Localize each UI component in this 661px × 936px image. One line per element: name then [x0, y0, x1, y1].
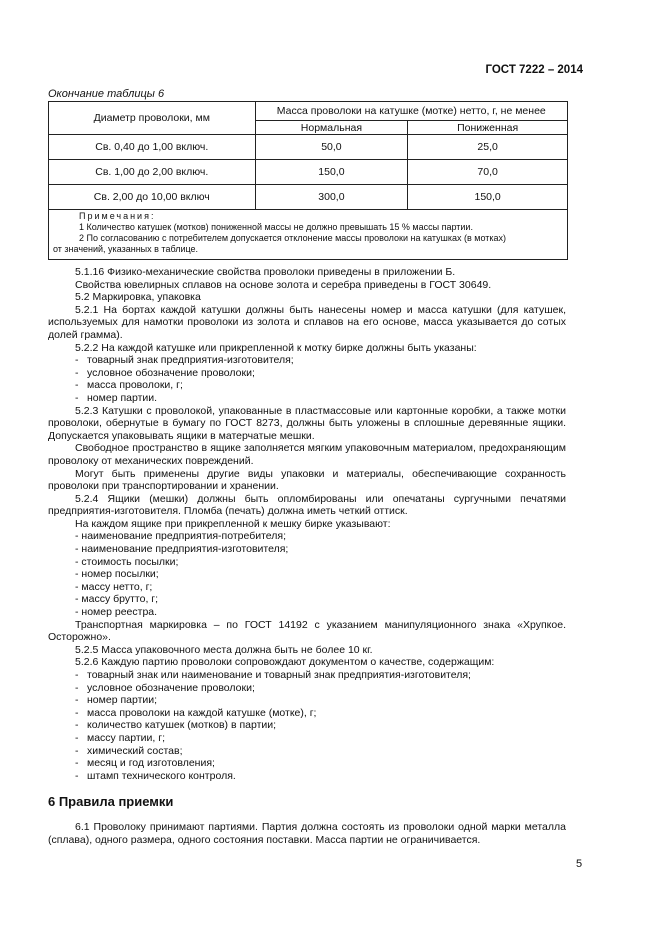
document-number: ГОСТ 7222 – 2014	[485, 64, 583, 76]
list-item: - масса проволоки, г;	[75, 379, 183, 392]
list-item: - масса проволоки на каждой катушке (мотке), г;	[75, 706, 317, 719]
cell-reduced: 70,0	[408, 160, 568, 185]
cell-normal: 300,0	[255, 185, 408, 210]
list-item: - условное обозначение проволоки;	[75, 681, 255, 694]
list-item: - штамп технического контроля.	[75, 769, 236, 782]
paragraph: Свободное пространство в ящике заполняется мягким упаковочным материалом, предохраняющим проволоку от механических повреждений.	[48, 442, 566, 467]
paragraph: 5.2.4 Ящики (мешки) должны быть опломбированы или опечатаны сургучными печатями предприятия-изготовителя. Пломба (печать) должна иметь четкий оттиск.	[48, 492, 566, 518]
list-item: - массу партии, г;	[75, 731, 165, 744]
paragraph: 5.2.3 Катушки с проволокой, упакованные в пластмассовые или картонные коробки, а также мотки проволоки, обернутые в бумагу по ГОСТ 8273, должны быть уложены в сплошные деревянные ящики. Допускается упаковывать ящики в матерчатые мешки.	[48, 404, 566, 442]
list-item: - номер реестра.	[75, 606, 158, 619]
paragraph: 5.2.6 Каждую партию проволоки сопровождают документом о качестве, содержащим:	[75, 656, 495, 669]
section-title: 6 Правила приемки	[48, 794, 174, 810]
column-header-mass: Масса проволоки на катушке (мотке) нетто, г, не менее	[255, 102, 567, 121]
note-2: 2 По согласованию с потребителем допускается отклонение массы проволоки на катушках (в мотках)	[79, 233, 507, 243]
paragraph: 5.2.5 Масса упаковочного места должна быть не более 10 кг.	[75, 643, 373, 656]
column-header-normal: Нормальная	[255, 121, 408, 135]
cell-diameter: Св. 2,00 до 10,00 включ	[49, 185, 256, 210]
paragraph: 5.2.2 На каждой катушке или прикрепленной к мотку бирке должны быть указаны:	[75, 341, 477, 354]
page-number: 5	[576, 858, 583, 870]
table-caption: Окончание таблицы 6	[48, 88, 165, 100]
column-header-diameter: Диаметр проволоки, мм	[49, 102, 256, 135]
table-row	[49, 160, 568, 185]
list-item: - номер партии.	[75, 391, 158, 404]
note-1: 1 Количество катушек (мотков) пониженной массы не должно превышать 15 % массы партии.	[79, 222, 473, 232]
list-item: - товарный знак или наименование и товарный знак предприятия-изготовителя;	[75, 669, 471, 681]
list-item: - номер посылки;	[75, 568, 159, 581]
cell-normal: 50,0	[255, 135, 408, 160]
list-item: - химический состав;	[75, 744, 183, 757]
paragraph: 5.1.16 Физико-механические свойства проволоки приведены в приложении Б.	[75, 266, 456, 278]
list-item: - условное обозначение проволоки;	[75, 366, 255, 379]
paragraph: 6.1 Проволоку принимают партиями. Партия должна состоять из проволоки одной марки металла (сплава), одного размера, одного состояния поставки. Масса партии не ограничивается.	[48, 820, 566, 846]
list-item: - товарный знак предприятия-изготовителя;	[75, 354, 294, 367]
note-2-continued: от значений, указанных в таблице.	[53, 244, 199, 254]
table-row	[49, 135, 568, 160]
cell-normal: 150,0	[255, 160, 408, 185]
list-item: - наименование предприятия-потребителя;	[75, 530, 286, 543]
cell-diameter: Св. 1,00 до 2,00 включ.	[49, 160, 256, 185]
column-header-reduced: Пониженная	[408, 121, 568, 135]
cell-diameter: Св. 0,40 до 1,00 включ.	[49, 135, 256, 160]
list-item: - массу брутто, г;	[75, 593, 159, 606]
table-notes	[49, 210, 568, 260]
subsection-heading: 5.2 Маркировка, упаковка	[75, 291, 201, 304]
cell-reduced: 150,0	[408, 185, 568, 210]
document-body	[48, 266, 566, 846]
paragraph: Свойства ювелирных сплавов на основе золота и серебра приведены в ГОСТ 30649.	[75, 278, 492, 291]
list-item: - номер партии;	[75, 694, 158, 707]
cell-reduced: 25,0	[408, 135, 568, 160]
paragraph: 5.2.1 На бортах каждой катушки должны быть нанесены номер и масса катушки (для катушек, используемых для намотки проволоки из золота и сплавов на его основе, масса указывается до сотых долей грамма).	[48, 303, 566, 341]
paragraph: На каждом ящике при прикрепленной к мешку бирке указывают:	[75, 517, 391, 530]
list-item: - месяц и год изготовления;	[75, 757, 215, 770]
wire-mass-table	[48, 101, 568, 260]
list-item: - количество катушек (мотков) в партии;	[75, 719, 277, 732]
notes-title: Примечания:	[79, 211, 156, 221]
list-item: - массу нетто, г;	[75, 580, 153, 593]
table-row	[49, 185, 568, 210]
paragraph: Могут быть применены другие виды упаковки и материалы, обеспечивающие сохранность проволоки при транспортировании и хранении.	[48, 467, 566, 493]
paragraph: Транспортная маркировка – по ГОСТ 14192 с указанием манипуляционного знака «Хрупкое. Осторожно».	[48, 618, 566, 644]
list-item: - стоимость посылки;	[75, 555, 179, 568]
list-item: - наименование предприятия-изготовителя;	[75, 543, 289, 556]
